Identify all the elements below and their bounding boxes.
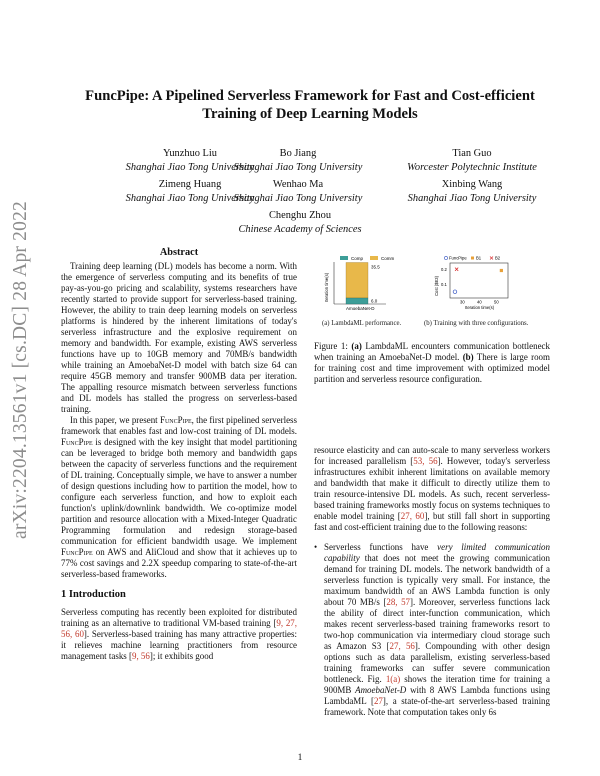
- author-affiliation: Shanghai Jiao Tong University: [125, 192, 255, 204]
- y-axis-label: Iteration time(s): [324, 272, 329, 302]
- abstract-paragraph: In this paper, we present FuncPipe, the first pipelined serverless framework that enables fast and low-cost training of DL models. FuncPipe is designed with the key insight that model partitioning can be leveraged to bridge both memory and bandwidth gaps between the capacity of serverless functions and the requirement of DL training. Conceptually simple, we have to answer a number of design questions including how to partition the model, how to configure each serverless function, and how to exploit each function's uplink/downlink bandwidth. We co-optimize model partition and resource allocation with a Mixed-Integer Quadratic Programming formulation and redesign storage-based communication for efficient bandwidth usage. We implement FuncPipe on AWS and AliCloud and show that it achieves up to 77% cost savings and 2.2X speedup comparing to state-of-the-art serverless-based frameworks.: [61, 415, 297, 579]
- citation-link[interactable]: 28, 57: [386, 597, 411, 607]
- left-column: [61, 247, 297, 662]
- citation-link[interactable]: 27, 56: [389, 641, 415, 651]
- right-column: [314, 341, 550, 718]
- y-axis-label: Cost ($E3): [434, 275, 439, 296]
- x-tick-label: 40: [477, 299, 482, 305]
- legend-label-b1: B1: [476, 255, 482, 261]
- abstract-paragraph: Training deep learning (DL) models has become a norm. With the emergence of serverless computing and its benefits of true pay-as-you-go pricing and scalability, systems researchers have recently started to provide support for serverless-based training. However, the ability to train deep learning models on serverless platforms is hindered by the inherent limitations of today's serverless infrastructure and the explosive requirement on memory and bandwidth. For example, existing AWS serverless functions have up to 10GB memory and 70MB/s bandwidth while training an AmoebaNet-D model with batch size 64 can require 45GB memory and transfer 900MB data per iteration. The appalling resource mismatch between serverless functions and DL models has stalled the progress on serverless-based training.: [61, 261, 297, 414]
- author-affiliation: Chinese Academy of Sciences: [238, 223, 362, 235]
- legend-swatch-comm: [370, 256, 378, 260]
- x-tick-label: 50: [494, 299, 499, 305]
- bar-comp: [346, 298, 368, 304]
- legend-label-comp: Comp: [351, 256, 364, 261]
- legend-swatch-comp: [340, 256, 348, 260]
- author-affiliation: Shanghai Jiao Tong University: [125, 161, 255, 173]
- arxiv-identifier: arXiv:2204.13561v1 [cs.DC] 28 Apr 2022: [10, 201, 31, 539]
- author-block: [228, 178, 368, 205]
- chart-lambdaml-performance: [318, 252, 418, 314]
- system-name: FuncPipe: [61, 437, 93, 447]
- author-name: Tian Guo: [452, 148, 492, 159]
- figure-caption: Figure 1: (a) LambdaML encounters communication bottleneck when training an AmoebaNet-D model. (b) There is large room for training cost and time improvement with optimized model partition and serverless resource configuration.: [314, 341, 550, 384]
- legend-marker-funcpipe: [444, 256, 447, 259]
- body-paragraph: resource elasticity and can auto-scale to many serverless workers for increased parallelism [53, 56]. However, today's serverless infrastructures exhibit inherent limitations on available memory and bandwidth that make it difficult to directly utilize them to train resource-intensive DL models. As such, recent serverless-based training frameworks mostly focus on systems techniques to enable model training [27, 60], but still fall short in supporting fast and cost-efficient training due to the following reasons:: [314, 445, 551, 532]
- author-name: Zimeng Huang: [158, 179, 222, 190]
- citation-link[interactable]: 53, 56: [413, 456, 438, 466]
- bullet-item: • Serverless functions have very limited communication capability that does not meet the growing communication demand for training DL models. The network bandwidth of a serverless function is typically very small. For instance, the maximum bandwidth of an AWS Lambda function is only about 70 MB/s [28, 57]. Moreover, serverless functions lack the ability of direct inter-function communication, which makes recent serverless-based training frameworks resort to two-hop communication via intermediary cloud storage such as Amazon S3 [27, 56]. Compounding with other design options such as data parallelism, existing serverless-based training frameworks can suffer severe communication bottleneck. Fig. 1(a) shows the iteration time for training a 900MB AmoebaNet-D with 8 AWS Lambda functions using LambdaML [27], a state-of-the-art serverless-based training framework. Note that computation takes only 6s: [314, 542, 550, 718]
- abstract-heading: Abstract: [159, 247, 199, 258]
- scatter-point-b2: [455, 268, 458, 271]
- legend-label-comm: Comm: [381, 256, 395, 261]
- author-block: [382, 147, 562, 174]
- author-affiliation: Shanghai Jiao Tong University: [233, 192, 363, 204]
- citation-link[interactable]: 9, 56: [131, 651, 150, 661]
- paper-title: FuncPipe: A Pipelined Serverless Framework for Fast and Cost-efficient Training of Deep Learning Models: [85, 88, 535, 122]
- section-heading-introduction: 1 Introduction: [61, 589, 126, 600]
- y-tick-label: 0.1: [441, 282, 447, 287]
- subcaption-b: (b) Training with three configurations.: [424, 320, 529, 327]
- x-axis-label: Iteration time(s): [465, 305, 495, 310]
- citation-link[interactable]: 9, 27, 56, 60: [61, 618, 298, 639]
- legend-label-funcpipe: FuncPipe: [449, 255, 467, 261]
- author-block: [392, 178, 552, 205]
- bar-comm: [346, 263, 368, 299]
- data-label-comm: 35.5: [371, 264, 380, 270]
- figure-reference-link[interactable]: 1(a): [385, 674, 401, 684]
- data-label-comp: 6.0: [371, 298, 378, 304]
- author-block: [222, 209, 378, 236]
- legend-label-b2: B2: [495, 255, 501, 261]
- legend-marker-b1: [471, 257, 474, 260]
- author-name: Xinbing Wang: [441, 179, 503, 190]
- author-affiliation: Worcester Polytechnic Institute: [407, 161, 537, 173]
- plot-frame: [450, 263, 508, 298]
- subcaption-a: (a) LambdaML performance.: [322, 320, 402, 327]
- author-affiliation: Shanghai Jiao Tong University: [407, 192, 537, 204]
- system-name: FuncPipe: [61, 547, 93, 557]
- scatter-points: [453, 268, 503, 294]
- author-affiliation: Shanghai Jiao Tong University: [233, 161, 363, 173]
- author-name: Bo Jiang: [279, 148, 317, 159]
- author-name: Wenhao Ma: [272, 179, 324, 190]
- intro-paragraph: Serverless computing has recently been exploited for distributed training as an alternative to traditional VM-based training [9, 27, 56, 60]. Serverless-based training has many attractive properties: it relieves machine learning practitioners from resource management tasks [9, 56]; it exhibits good: [61, 607, 298, 661]
- x-tick-label: 30: [460, 299, 465, 305]
- scatter-point-funcpipe: [453, 290, 457, 294]
- citation-link[interactable]: 27, 60: [400, 511, 425, 521]
- x-axis-label: AmoebaNet-D: [346, 306, 375, 311]
- page-number: 1: [297, 753, 303, 763]
- author-block: [228, 147, 368, 174]
- legend-marker-b2: [490, 257, 493, 260]
- citation-link[interactable]: 27: [373, 696, 383, 706]
- chart-training-configurations: [432, 252, 532, 314]
- system-name: FuncPipe: [160, 415, 192, 425]
- scatter-point-b1: [500, 269, 503, 272]
- author-name: Yunzhuo Liu: [163, 148, 217, 159]
- y-tick-label: 0.2: [441, 267, 447, 272]
- author-name: Chenghu Zhou: [268, 210, 332, 221]
